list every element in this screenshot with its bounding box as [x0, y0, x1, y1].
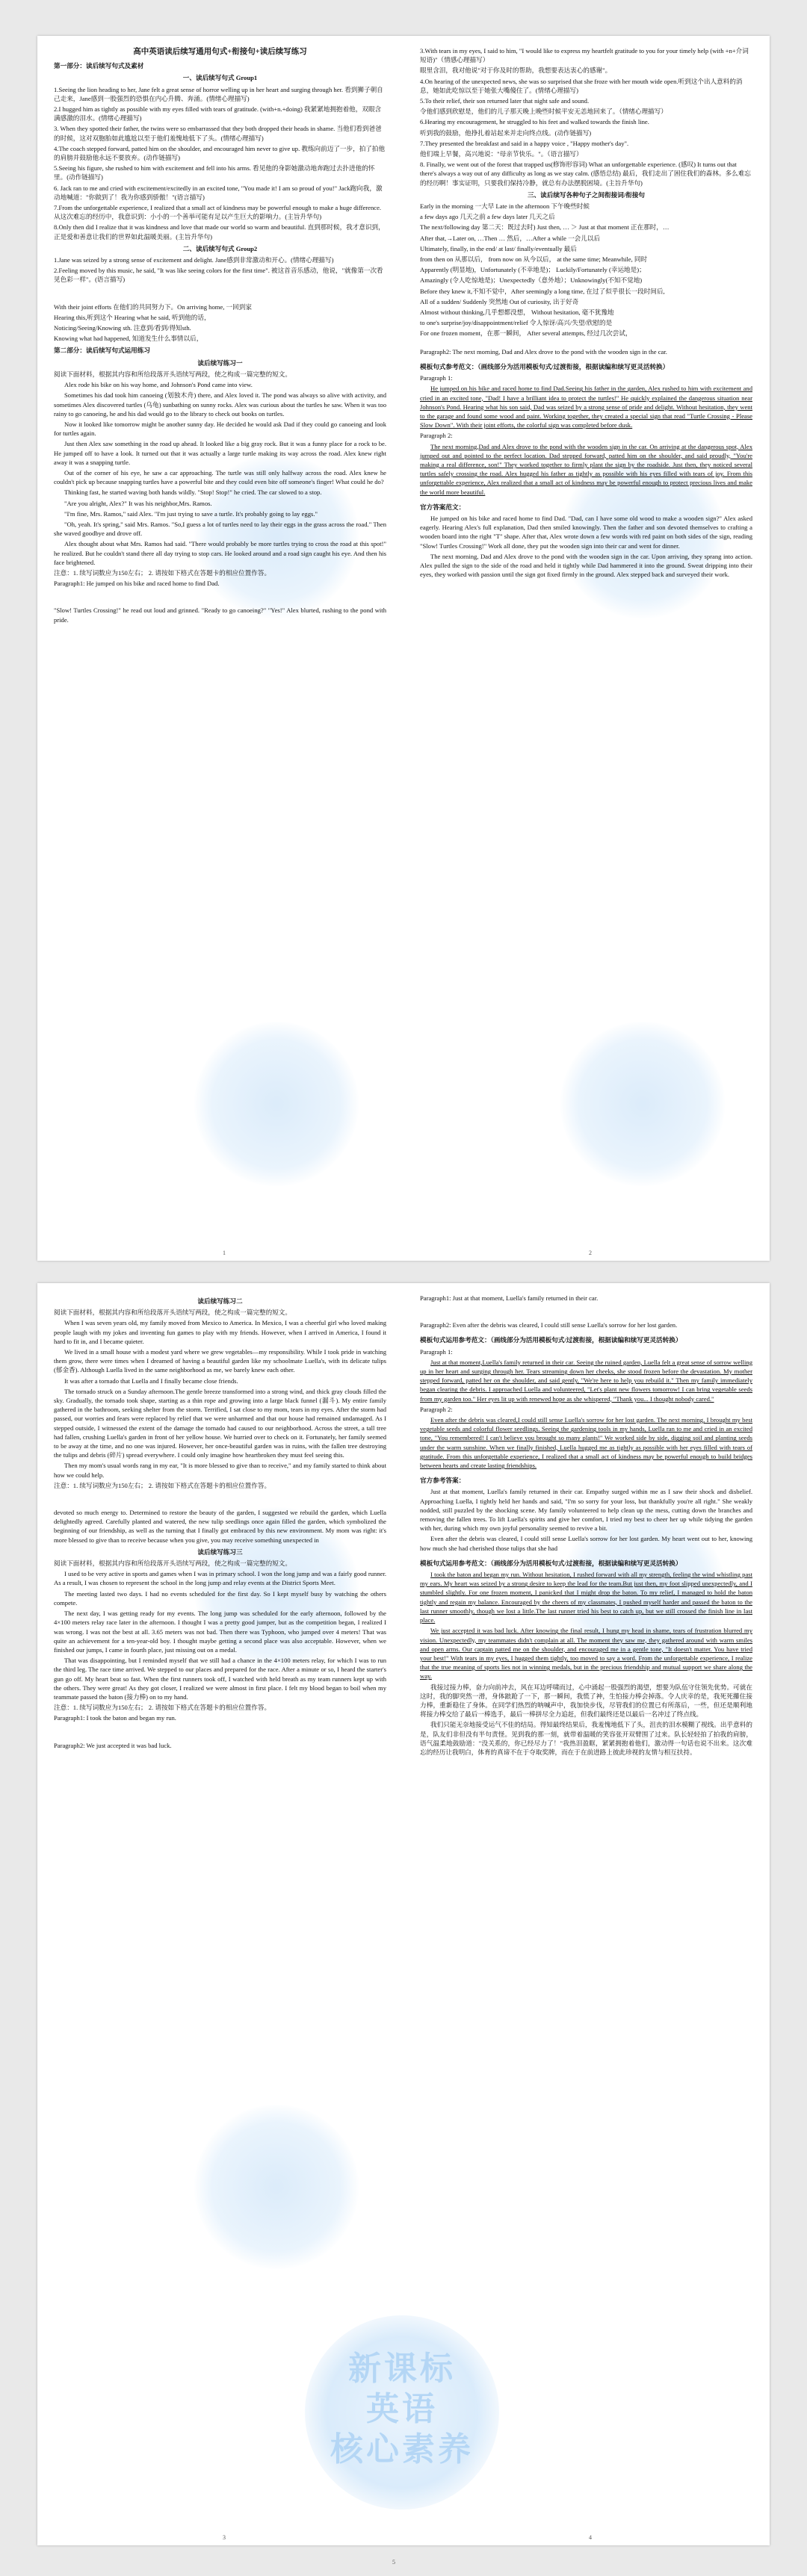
group1-item: 7.They presented the breakfast and said in a happy voice , "Happy mother's day".: [420, 139, 629, 147]
model-paragraph: Just at that moment,Luella's family returned in their car. Seeing the ruined garden, Luella felt a great sense of sorrow welling up in her heart and surging through her. Tears streaming down her cheeks, she stood frozen before the devastation. My mother stepped forward, patted her on the shoulder, and said gently, "We're here to help you rebuild it." Then my family immediately began clearing the debris. I approached Luella and volunteered, "Let's plant new flowers tomorrow! I can bring vegetable seeds from my garden too." Her eyes lit up with renewed hope as she whispered, "Thank you... I thought nobody cared.": [420, 1358, 752, 1403]
group1-item: 3. When they spotted their father, the twins were so embarrassed that they both dropped their heads in shame. 当他们看到爸爸的时候，这对双胞胎如此尴尬以至于他们羞愧地低下了头。(情绪心理描写): [54, 125, 382, 142]
misc-line: Noticing/Seeing/Knowing sth. 注意到/看到/得知sth.: [54, 324, 191, 332]
transition-line: Apparently (明显地)，Unfortunately (不幸地是)； Luckily/Fortunately (幸运地是)；: [420, 266, 646, 274]
watermark-logo: [194, 2105, 359, 2269]
right-column: [420, 46, 752, 580]
story-paragraph: "Are you alright, Alex?" It was his neighbor,Mrs. Ramos.: [64, 499, 212, 507]
model-paragraph: Even after the debris was cleared,I could still sense Luella's sorrow for her lost garden. The next morning, I brought my best vegetable seeds and colorful flower seedlings. Seeing the gardening tools in my hands, Luella ran to me and cried in an excited tone, "You remembered! I can't believe you brought so many plants!" We worked side by side, digging soil and planting seeds under the warm sunshine. When we finally finished, Luella hugged me as tightly as possible with her eyes filled with tears of gratitude. From this unforgettable experience, I realized that a small act of kindness may be powerful enough to build bridges between hearts and create lasting friendships.: [420, 1416, 752, 1470]
group1-item: 3.With tears in my eyes, I said to him, "I would like to express my heartfelt gratitude to you for your timely help (with +n+介词短语)"（情感心理描写）: [420, 47, 749, 64]
group1-item: 8. Finally, we went out of the forest that trapped us(修饰形容词) What an unforgettable experience. (感叹) It turns out that there's always a way out of any difficulty as long as we stay calm. (感悟总结) 最后，我们走出了困住我们的森林。多么难忘的经历啊！事实证明，只要我们保持冷静，就总有办法摆脱困境。(主旨升华句): [420, 161, 751, 187]
story-paragraph: The meeting lasted two days. I had no events scheduled for the first day. So I kept myself busy by watching the others compete.: [54, 1589, 386, 1607]
group1-item: 眼里含泪，我对他说"对于你及时的帮助，我想要表达衷心的感谢"。: [420, 66, 612, 75]
official-paragraph: Even after the debris was cleared, I could still sense Luella's sorrow for her lost garden. My heart went out to her, knowing how much she had cherished those tulips that she had: [420, 1535, 752, 1552]
story-paragraph: "Oh, yeah. It's spring," said Mrs. Ramos. "So,I guess a lot of turtles need to lay their eggs in the grass across the road." Then she waved goodbye and drove off.: [54, 520, 386, 538]
group1-item: 听到我的鼓励，他挣扎着站起来并走向终点线。(动作链描写): [420, 128, 592, 137]
right-column: [420, 1294, 752, 1758]
watermark-logo: [560, 1022, 725, 1186]
exercise2-title: 读后续写练习二: [197, 1297, 243, 1305]
transition-line: Ultimately, finally, in the end/ at last/ finally/eventually 最后: [420, 244, 577, 252]
transition-line: from then on 从那以后， from now on 从今以后， at the same time; Meanwhile, 同时: [420, 255, 648, 264]
notes: 注意：1. 续写词数应为150左右； 2. 请按如下格式在答题卡的相应位置作答。: [54, 1704, 271, 1712]
group1-item: 4.The coach stepped forward, patted him on the shoulder, and encouraged him never to give up. 教练向前迈了一步，拍了拍他的肩膀并鼓励他永远不要放弃。(动作链描写): [54, 144, 386, 162]
story-paragraph: It was after a tornado that Luella and I finally became close friends.: [64, 1377, 238, 1385]
paragraph1-prompt: Paragraph1: Just at that moment, Luella's family returned in their car.: [420, 1294, 599, 1302]
left-column: [54, 1294, 386, 1751]
story-paragraph: The next day, I was getting ready for my events. The long jump was scheduled for the early afternoon, followed by the 4×100 meters relay race later in the afternoon. I thought I was a pretty good jumper, but as the competition began, I realized I was wrong. I was not the best at all. 3.65 meters was not bad. Then there was Typhoon, who jumped over 4 meters! That was quite an achievement for a ten-year-old boy. I thought maybe getting a second place was also acceptable. However, when we finished our jumps, I came in fourth place, just missing out on a medal.: [54, 1610, 386, 1654]
transition-line: to one's surprise/joy/disappointment/relief 令人惊讶/高兴/失望/欣慰的是: [420, 319, 613, 327]
transition-line: a few days ago 几天之前 a few days later 几天之后: [420, 213, 555, 221]
document-page-2: [37, 1283, 770, 2545]
left-column: [54, 46, 386, 626]
story-paragraph: devoted so much energy to. Determined to restore the beauty of the garden, I suggested we rebuild the garden, which Luella delightedly agreed. Carefully planted and watered, the new tulip seedlings once again filled the garden, which symbolized the beginning of our friendship, as well as the turning that I finally got embraced by this new environment. My mom was right: it's more blessed to give than to receive because when you give, you may receive something unexpected in: [54, 1509, 386, 1544]
story-paragraph: We lived in a small house with a modest yard where we grew vegetables—my responsibility. While I took pride in watching them grow, there were times when I dreamed of having a beautiful garden like my schoolmate Luella's, with its delicate tulips (郁金香). Although Luella lived in the same neighborhood as me, we barely knew each other.: [54, 1348, 386, 1374]
transition-line: Amazingly (令人吃惊地是)；Unexpectedly（意外地）；Unknowingly(不知不觉地): [420, 276, 643, 285]
group1-item: 6. Jack ran to me and cried with excitement/excitedly in an excited tone, "You made it! I am so proud of you!" Jack跑向我，激动地喊道："你做到了！我为你感到骄傲！"(语言描写): [54, 184, 383, 201]
official-answer-title: 官方参考答案：: [420, 1477, 466, 1485]
group2-item: 1.Jane was seized by a strong sense of excitement and delight. Jane感到非常激动和开心。(情绪心理描写): [54, 256, 334, 264]
paragraph-label: Paragraph 2:: [420, 432, 453, 440]
story-paragraph: Thinking fast, he started waving both hands wildly. "Stop! Stop!" he cried. The car slowed to a stop.: [64, 488, 322, 497]
official-answer-title: 官方答案范文：: [420, 503, 466, 511]
official-paragraph: The next morning, Dad and Alex drove to the pond with the wooden sign in the car. Upon arriving, they sprang into action. Alex pulled the sign to the side of the road and held it tightly while Dad hammered it into the ground. Sweat dripping into their eyes, they worked with passion until the sign got fixed firmly in the ground. Alex stepped back and surveyed their work.: [420, 552, 752, 579]
instructions: 阅读下面材料，根据其内容和所给段落开头语续写两段，使之构成一篇完整的短文。: [54, 370, 291, 378]
story-paragraph: "I'm fine, Mrs. Ramos," said Alex. "I'm just trying to save a turtle. It's probably going to lay eggs.": [64, 509, 318, 518]
story-paragraph: Alex thought about what Mrs. Ramos had said. "There would probably be more turtles trying to cross the road at this spot!" he realized. But he couldn't stand there all day trying to stop cars. He looked around and a road sign caught his eye. And then his face brightened.: [54, 540, 386, 566]
notes: 注意：1. 续写词数应为150左右； 2. 请按如下格式在答题卡的相应位置作答。: [54, 568, 271, 577]
paragraph-label: Paragraph 1:: [420, 374, 453, 382]
model-essay-title: 模板句式运用参考范文：（画线部分为活用模板句式/过渡衔接，根据读编和续写更灵活转换）: [420, 1559, 682, 1567]
page-number: 3: [223, 2534, 226, 2541]
paragraph2-start: Paragraph2: The next morning, Dad and Alex drove to the pond with the wooden sign in the car.: [420, 347, 667, 356]
paragraph-label: Paragraph 2:: [420, 1405, 453, 1413]
chinese-paragraph: 我们只能无奈地接受运气不佳的结局。得知最终结果后，我羞愧地低下了头，沮丧的泪水模糊了视线。出乎意料的是，队友们非但没有半句责怪。见到我的那一刻，就带着温暖的笑容张开双臂围了过来。队长轻轻拍了拍我的肩膀，语气温柔地鼓励道："没关系的，你已经尽力了！"我热泪盈眶，紧紧拥抱着他们，激动得一句话也说不出来。这次难忘的经历让我明白，体育的真谛不在于夺取奖牌，而在于在前进路上彼此珍视的友情与相互扶持。: [420, 1721, 752, 1756]
story-paragraph: Out of the corner of his eye, he saw a car approaching. The turtle was still only halfway across the road. Alex knew he couldn't pick up because snapping turtles have a powerful bite and they could even bite off someone's finger! What could he do?: [54, 468, 386, 486]
page-number: 1: [223, 1250, 226, 1256]
watermark-text: 核心素养: [330, 2430, 474, 2468]
transition-line: For one frozen moment，在那一瞬间， After several attempts, 经过几次尝试，: [420, 329, 632, 338]
transition-line: Almost without thinking,几乎想都没想， Without hesitation, 毫不犹豫地: [420, 308, 614, 317]
story-paragraph: When I was seven years old, my family moved from Mexico to America. In Mexico, I was a cheerful girl who loved making people laugh with my jokes and inventing fun games to play with my friends. However, when I arrived in America, I found it hard to fit in, and I became quieter.: [54, 1319, 386, 1345]
paragraph-label: Paragraph 1:: [420, 1347, 453, 1356]
paragraph2-prompt: "Slow! Turtles Crossing!" he read out loud and grinned. "Ready to go canoeing?" "Yes!" Alex blurted, rushing to the pond with pride.: [54, 606, 386, 624]
watermark-logo: [194, 1022, 359, 1186]
model-essay-title: 模板句式运用参考范文：（画线部分为活用模板句式/过渡衔接，根据读编和续写更灵活转换）: [420, 1336, 682, 1344]
official-paragraph: Just at that moment, Luella's family returned in their car. Empathy surged within me as I saw their shock and disbelief. Approaching Luella, I tightly held her hands and said, "I'm so sorry for your loss, but thankfully you're all right." She weakly nodded, still puzzled by the shocking scene. My family volunteered to help clean up the mess, cutting down the branches and removing the fallen trees. To lift Luella's spirits and give her comfort, I tried my best to cheer her up while tidying the garden with her, during which my own joyful personality seemed to revive a bit.: [420, 1488, 752, 1533]
page-number: 2: [589, 1250, 592, 1256]
page-number: 5: [392, 2559, 395, 2566]
transition-line: The next/following day 第二天：既过去时) Just then, … ＞ Just at that moment 正在那时，…: [420, 223, 670, 232]
page-number: 4: [589, 2534, 592, 2541]
exercise1-title: 读后续写练习一: [197, 359, 243, 367]
misc-line: With their joint efforts 在他们的共同努力下。On arriving home, 一回到家: [54, 302, 252, 311]
story-paragraph: I used to be very active in sports and games when I was in primary school. I won the long jump and was a fairly good runner. As a result, I was chosen to represent the school in the long jump and relay events at the District Sports Meet.: [54, 1570, 386, 1587]
transition-line: All of a sudden/ Suddenly 突然地 Out of curiosity, 出于好奇: [420, 297, 579, 305]
story-paragraph: The tornado struck on a Sunday afternoon.The gentle breeze transformed into a strong wind, and thick gray clouds filled the sky. Gradually, the tornado took shape, starting as a thin rope and growing into a large black funnel (漏斗). My entire family gathered in the bathroom, seeking shelter from the storm. Terrified, I sat close to my mom, tears in my eyes. After the storm had passed, our worries and fears were replaced by relief that we were unharmed and that our house had remained undamaged. As I stepped outside, I witnessed the extent of the damage the tornado had caused to our neighborhood. Across the street, a tall tree had fallen, crushing Luella's garden in front of her yellow house. We hurried over to check on it. Fortunately, her family seemed to be away at the time, and no one was injured. However, her once-beautiful garden was in ruins, with the fallen tree destroying the tulips and debris (碎片) spread everywhere. I could only imagine how heartbroken they must feel seeing this.: [54, 1387, 386, 1459]
group1-item: 2.I hugged him as tightly as possible with my eyes filled with tears of gratitude. (with+n.+doing) 我紧紧地拥抱着他，双眼含满感激的泪水。(情绪心理描写): [54, 105, 382, 122]
group1-title: 一、读后续写句式 Group1: [182, 74, 258, 82]
model-paragraph: I took the baton and began my run. Without hesitation, I rushed forward with all my strength, feeling the wind whistling past my ears. My heart was seized by a strong desire to keep the lead for the team.But just then, my foot slipped unexpectedly, and I stumbled slightly. For one frozen moment, I panicked that I might drop the baton. To my relief, I managed to hold the baton tightly and regain my balance. Encouraged by the cheers of my classmates, I pushed myself harder and passed the baton to the last runner smoothly, though we lost a little.The last runner tried his best to catch up, but we still crossed the finish line in last place.: [420, 1571, 752, 1624]
transition-line: After that,→Later on, …Then … 然后，…After a while 一会儿以后: [420, 234, 601, 242]
story-paragraph: Sometimes his dad took him canoeing (划独木舟) there, and Alex loved it. The pond was always so alive with activity, and sometimes Alex discovered turtles (乌龟) sunbathing on sunny rocks. Alex was curious about the turtles he saw. When it was too rainy to go canoeing, he and his dad would go to the library to check out books on turtles.: [54, 391, 386, 418]
part2-title: 第二部分：读后续写句式运用练习: [54, 347, 150, 355]
chinese-paragraph: 我接过接力棒，奋力向前冲去，风在耳边呼啸而过，心中涌起一股强烈的渴望，想要为队伍守住领先优势。可就在这时，我的脚突然一滑，身体踉跄了一下，那一瞬间，我慌了神，生怕接力棒会掉落。令人庆幸的是，我死死攥住接力棒，重新稳住了身体。在同学们热烈的呐喊声中，我加快步伐，尽管我们的位置已有所落后，一些，但还是顺利地将接力棒交给了最后一棒选手，最后一棒拼尽全力追赶，但我们最终还是以最后一名冲过了终点线。: [420, 1683, 752, 1719]
story-paragraph: That was disappointing, but I reminded myself that we still had a chance in the 4×100 meters relay, for which I was to run the third leg. The race time arrived. We stepped to our places and prepared for the race. After a minute or so, I heard the starter's gun go off. My heart beat so fast. When the first runners took off, I watched with held breath as my team runners kept up with the others. They were great! As they got closer, I realized we were almost in first place. I felt my blood began to boil when my teammate passed the baton (接力棒) on to my hand.: [54, 1657, 386, 1701]
group1-item: 7.From the unforgettable experience, I realized that a small act of kindness may be powerful enough to make a huge difference. 从这次难忘的经历中，我意识到：小小的一个善举可能有足以产生巨大的影响力。(主旨升华句): [54, 204, 382, 221]
group1-item: 1.Seeing the lion heading to her, Jane felt a great sense of horror welling up in her heart and surging through her. 看到狮子朝自己走来，Jane感到一股强烈的恐惧在内心升腾、奔涌。(情绪心理描写): [54, 85, 383, 102]
transition-line: Early in the morning 一大早 Late in the afternoon 下午晚些时候: [420, 202, 590, 211]
exercise3-title: 读后续写练习三: [197, 1548, 243, 1556]
document-page-1: [37, 36, 770, 1261]
paragraph1-prompt: Paragraph1: He jumped on his bike and raced home to find Dad.: [54, 580, 220, 588]
transition-title: 三、读后续写各种句子之间衔接词/衔接句: [527, 190, 646, 199]
group1-item: 4.On hearing of the unexpected news, she was so surprised that she froze with her mouth wide open.听到这个出人意料的消息，她如此吃惊以至于她张大嘴傻住了。(情绪心理描写): [420, 77, 743, 94]
instructions: 阅读下面材料，根据其内容和所给段落开头语续写两段，使之构成一篇完整的短文。: [54, 1559, 291, 1568]
model-paragraph: We just accepted it was bad luck. After knowing the final result, I hung my head in shame, tears of frustration blurred my vision. Unexpectedly, my teammates didn't complain at all. The moment they saw me, they gathered around with warm smiles and open arms. Our captain patted me on the shoulder, and encouraged me in a gentle tone, "It doesn't matter. You have tried your best!" With tears in my eyes, I hugged them tightly, too moved to say a word. From the unforgettable experience, I realize that the true meaning of sports lies not in winning medals, but in the precious friendship and mutual support we share along the way.: [420, 1627, 752, 1680]
instructions: 阅读下面材料，根据其内容和所给段落开头语续写两段，使之构成一篇完整的短文。: [54, 1309, 291, 1317]
story-paragraph: Just then Alex saw something in the road up ahead. It looked like a big gray rock. But it was a funny place for a rock to be. He jumped off to have a look. It turned out that it was actually a large turtle making its way across the road. Alex knew right away it was a snapping turtle.: [54, 440, 386, 466]
group1-item: 令他们感到欣慰是，他们的儿子那天晚上晚些时候平安无恙地回来了。（情绪心理描写）: [420, 108, 667, 116]
misc-line: Hearing this,听到这个 Hearing what he said, 听到他的话，: [54, 313, 211, 321]
group1-item: 8.Only then did I realize that it was kindness and love that made our world so warm and beautiful. 直到那时候，我才意识到，正是爱和善意让我们的世界如此温暖美丽。(主旨升华句): [54, 223, 385, 240]
model-paragraph: The next morning,Dad and Alex drove to the pond with the wooden sign in the car. On arriving at the dangerous spot, Alex jumped out and pointed to the perfect location. Dad stepped forward, patted him on the shoulder, and said proudly, "You're making a real difference, son!" They worked together to firmly plant the sign by the roadside. Just then, they noticed several turtles safely crossing the road. Alex hugged his father as tightly as possible with his eyes filled with tears of joy. From this unforgettable experience, Alex realized that a small act of kindness may be powerful enough to protect precious lives and make the world more beautiful.: [420, 442, 752, 496]
misc-line: Knowing what had happened, 知道发生什么事情以后，: [54, 335, 203, 343]
group1-item: 他们端上早餐，高兴地说："母亲节快乐。"。（语言描写）: [420, 150, 583, 158]
paragraph2-prompt: Paragraph2: We just accepted it was bad luck.: [54, 1741, 172, 1749]
group2-item: 2.Feeling moved by this music, he said, "It was like seeing colors for the first time". 被这首音乐感动，他说，"就像第一次看见色彩一样"。(语言描写): [54, 267, 383, 284]
group1-item: 5.Seeing his figure, she rushed to him with excitement and fell into his arms. 看见他的身影她激动地奔跑过去扑进他的怀里。(动作链描写): [54, 164, 375, 181]
group2-title: 二、读后续写句式 Group2: [182, 244, 258, 252]
story-paragraph: Then my mom's usual words rang in my ear, "It is more blessed to give than to receive," and my family started to think about how we could help.: [54, 1462, 386, 1479]
transition-line: Before they knew it,不知不觉中，After seemingly a long time, 在过了似乎很长一段时间后,: [420, 287, 665, 295]
part1-title: 第一部分：读后续写句式及素材: [54, 62, 144, 70]
watermark-text: 新课标: [348, 2350, 456, 2388]
paragraph1-prompt: Paragraph1: I took the baton and began my run.: [54, 1714, 176, 1722]
model-paragraph: He jumped on his bike and raced home to find Dad.Seeing his father in the garden, Alex rushed to him with excitement and cried in an excited tone, "Dad! I have a brilliant idea to protect the turtles!" He quickly explained the dangerous situation near Johnson's Pond. Hearing what his son said, Dad was seized by a strong sense of pride and delight. Without hesitation, they went to the garage and found some wood and paint. Working together, they created a special sign that read "Turtle Crossing - Please Slow Down". With their joint efforts, the colorful sign was completed before dusk.: [420, 385, 752, 429]
official-paragraph: He jumped on his bike and raced home to find Dad. "Dad, can I have some old wood to make a wooden sign?" Alex asked eagerly. Hearing Alex's full explanation, Dad then smiled knowingly. Then the father and son devoted themselves to crafting a wooden board into the right "T" shape. After that, Alex wrote down a few words with red paint on both sides of the sign, reading "Slow! Turtles Crossing!" Work all done, they put the wooden sign into their car and went for dinner.: [420, 514, 752, 550]
story-paragraph: Alex rode his bike on his way home, and Johnson's Pond came into view.: [64, 381, 253, 389]
watermark-text: 英语: [366, 2390, 438, 2428]
model-essay-title: 模板句式参考范文：（画线部分为活用模板句式/过渡衔接，根据读编和续写更灵活转换）: [420, 362, 670, 370]
story-paragraph: Now it looked like tomorrow might be another sunny day. He decided he would ask Dad if they could go canoeing and look for turtles again.: [54, 420, 386, 438]
paragraph2-prompt: Paragraph2: Even after the debris was cleared, I could still sense Luella's sorrow for her lost garden.: [420, 1321, 678, 1329]
notes: 注意：1. 续写词数应为150左右； 2. 请按如下格式在答题卡的相应位置作答。: [54, 1481, 271, 1489]
document-title: 高中英语读后续写通用句式+衔接句+读后续写练习: [133, 48, 307, 56]
group1-item: 6.Hearing my encouragement, he struggled to his feet and walked towards the finish line.: [420, 118, 649, 126]
group1-item: 5.To their relief, their son returned later that night safe and sound.: [420, 97, 590, 105]
